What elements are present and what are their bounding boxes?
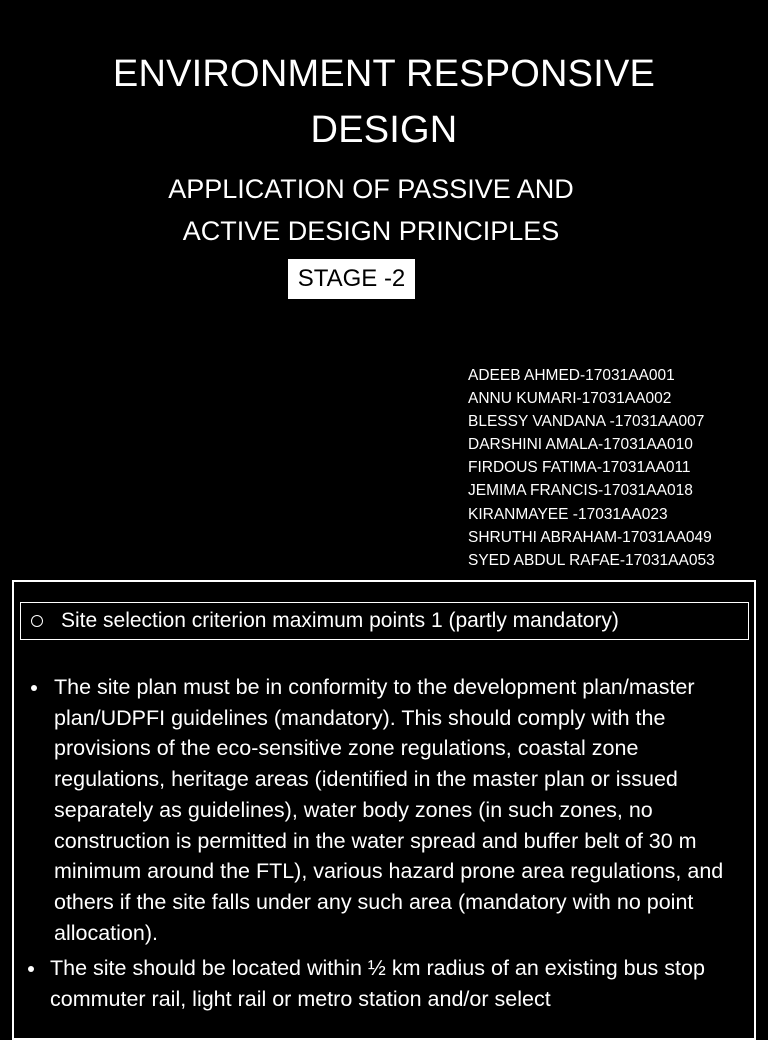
team-member: BLESSY VANDANA -17031AA007 [468,413,705,431]
bullet-item [14,672,754,948]
slide-subtitle [0,168,742,252]
team-member: KIRANMAYEE -17031AA023 [468,505,668,523]
slide-subtitle-line-1: APPLICATION OF PASSIVE AND [168,174,574,204]
team-member: SYED ABDUL RAFAE-17031AA053 [468,551,715,569]
hollow-circle-bullet-icon [31,615,43,627]
bullet-item [14,953,754,1014]
bullet-text: The site should be located within ½ km radius of an existing bus stop commuter rail, light rail or metro station and/or select [50,956,705,1012]
slide-title-line-1: ENVIRONMENT RESPONSIVE [112,53,656,95]
team-member: SHRUTHI ABRAHAM-17031AA049 [468,528,712,546]
team-member: FIRDOUS FATIMA-17031AA011 [468,459,691,477]
slide-title-line-2: DESIGN [310,109,458,151]
criterion-bullet-list [14,672,754,1020]
team-member: JEMIMA FRANCIS-17031AA018 [468,482,693,500]
bullet-text: The site plan must be in conformity to the development plan/master plan/UDPFI guidelines (mandatory). This should comply with the provisions of the eco-sensitive zone regulations, coastal zone regulations, heritage areas (identified in the master plan or issued separately as guidelines), water body zones (in such zones, no construction is permitted in the water spread and buffer belt of 30 m minimum around the FTL), various hazard prone area regulations, and others if the site falls under any such area (mandatory with no point allocation). [54,675,724,945]
team-member: ADEEB AHMED-17031AA001 [468,367,675,384]
slide-title [0,46,768,158]
stage-badge: STAGE -2 [288,259,415,299]
bullet-dot-icon [28,966,34,972]
criterion-text: Site selection criterion maximum points 1 (partly mandatory) [61,609,619,632]
criterion-heading [20,602,749,640]
team-member-list [468,364,715,572]
team-member: DARSHINI AMALA-17031AA010 [468,436,693,454]
slide-subtitle-line-2: ACTIVE DESIGN PRINCIPLES [182,216,560,246]
team-member: ANNU KUMARI-17031AA002 [468,390,672,408]
content-box [12,580,756,1040]
bullet-dot-icon [31,685,37,691]
